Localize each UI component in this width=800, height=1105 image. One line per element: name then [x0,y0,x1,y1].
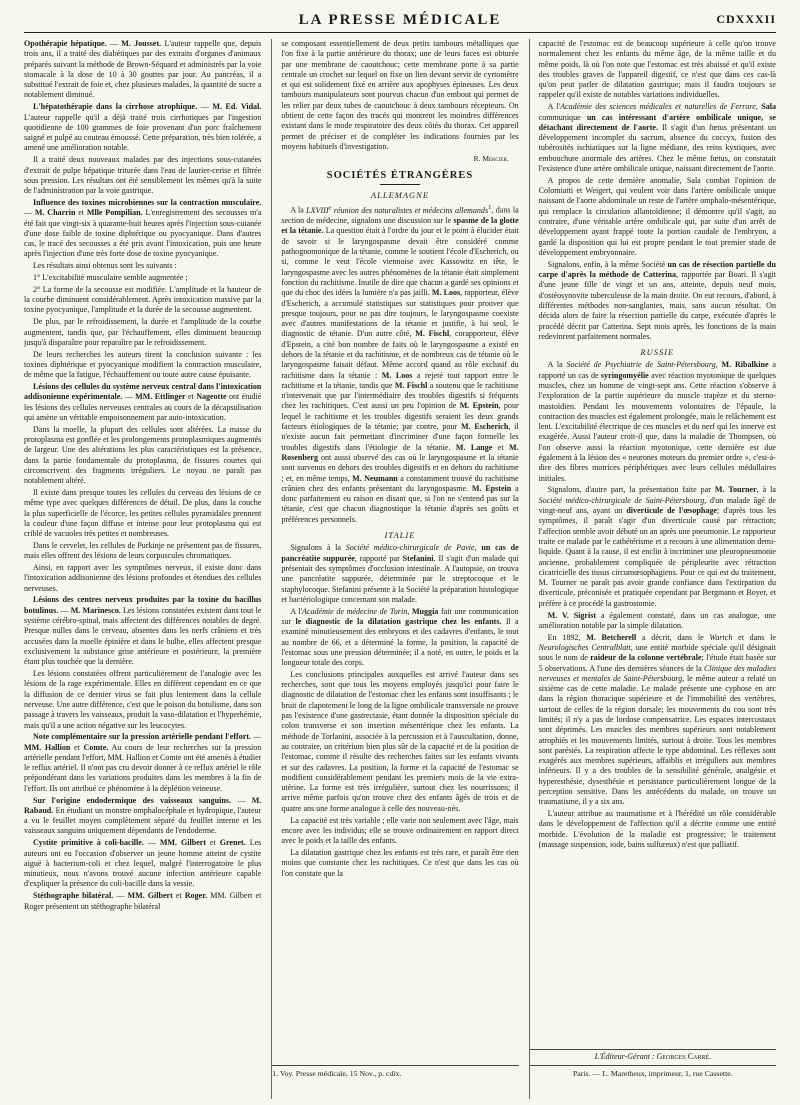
paragraph: A propos de cette dernière anomalie, Sala combat l'opinion de Colomiatti et Weigert, qui veulent voir dans l'artère ombilicale unique naissant de l'aorte abdominale un reste de l'artère omphalo-mésentérique, qui remplace la circulation allantoïdienne; il démontre qu'il s'agit, au contraire, d'une véritable artère ombilicale qui, par suite d'un arrêt de développement ayant frappé toute la portion caudale de l'embryon, a gardé la disposition qui lui est propre pendant le tout premier stade de développement embryonnaire. [538,175,776,257]
paragraph: Lésions des cellules du système nerveux central dans l'intoxication addisonienne expérimentale. — MM. Ettlinger et Nageotte ont étudié les lésions des cellules nerveuses centrales au cours de la décapsulisation qui amène un véritable empoisonnement par auto-intoxication. [24,382,262,422]
paragraph: Signalons à la Société médico-chirurgicale de Pavie, un cas de pancréatite suppurée, rapporté par Stefanini. Il s'agit d'un malade qui présentait des symptômes d'occlusion intestinale. A l'autopsie, on trouva une pancréatite suppurée, déterminée par le streptocoque et le staphylocoque. Stefanini présente à la Société la préparation histologique et bactériologique concernant son malade. [281,543,519,604]
column-right [529,39,776,1099]
paragraph: A l'Académie des sciences médicales et naturelles de Ferrare, Sala communique un cas intéressant d'artère ombilicale unique, se détachant directement de l'aorte. Il s'agit d'un fœtus présentant un développement incomplet du sacrum, absence du coccyx, fusion des tubérosités ischiatiques sur la ligne médiane, des reins kystiques, avec embouchure anormale des artères. Chez le même fœtus, on constatait l'existence d'une artère ombilicale unique, naissant directement de l'aorte. [538,102,776,174]
paragraph: L'hépatothérapie dans la cirrhose atrophique. — M. Ed. Vidal. L'auteur rappelle qu'il a déjà traité trois cirrhotiques par l'ingestion quotidienne de 100 grammes de foie provenant d'un porc fraîchement saigné et pulpé au couteau émoussé. Cette préparation, très bien tolérée, a amené une amélioration notable. [24,102,262,153]
paragraph: A la Société de Psychiatrie de Saint-Pétersbourg, M. Ribalkine a rapporté un cas de syringomyélie avec réaction myotonique de quelques muscles, chez un homme de vingt-sept ans. Cette réaction s'observe à l'exploration de la partie supérieure du muscle trapèze et du sterno-mastoïdien. Pendant les mouvements volontaires de l'épaule, la contraction des muscles est également prolongée, mais le relâchement est lent. L'excitabilité électrique de ces muscles et du nerf qui les innerve est exagérée. Aussi l'auteur croit-il que, dans la maladie de Thompsen, où l'on observe aussi la réaction myotonique, cette dernière est due également à la lésion des « neurones moteurs du premier ordre », c'est-à-dire des fibres motrices périphériques avec leurs cellules médullaires initiales. [538,360,776,483]
paragraph: La dilatation gastrique chez les enfants est très rare, et paraît être rien moins que constante chez les rachitiques. Ce n'est que dans les cas où l'on constate que la [281,847,519,878]
paragraph: Stéthographe bilatéral. — MM. Gilbert et Roger. MM. Gilbert et Roger présentent un stéthographe bilatéral [24,891,262,911]
country-heading: ITALIE [384,530,416,541]
paragraph: Dans le cervelet, les cellules de Purkinje ne présentent pas de fissures, mais elles offrent des lésions de leurs corpuscules chromatiques. [24,540,262,561]
paragraph: De leurs recherches les auteurs tirent la conclusion suivante : les toxines diphtérique et pyocyanique modifient la contraction musculaire, de même que la fatigue, l'échauffement ou toute autre cause épuisante. [24,349,262,380]
column-middle [271,39,518,1099]
paragraph: Sur l'origine endodermique des vaisseaux sanguins. — M. Rabaud. En étudiant un monstre omphalocéphale et hydropique, l'auteur a vu le feuillet moyen complètement séparé du feuillet interne et les vaisseaux sanguins uniquement dépendants de l'endoderme. [24,795,262,836]
paragraph: En 1892, M. Betcherell a décrit, dans le Wartch et dans le Neurologisches Centralblatt, une entité morbide spéciale qu'il désignait sous le nom de raideur de la colonne vertébrale; l'étude était basée sur 5 observations. A l'une des dernières séances de la Clinique des maladies nerveuses et mentales de Saint-Pétersbourg, le même auteur a relaté un sixième cas de cette maladie. Le malade présente une cyphose en arc dans la région thoracique supérieure et de l'immobilité des vertèbres, surtout de celles de la région dorsale; les mouvements du cou sont très limités; il n'y a pas de lordose compensatrice. Les espaces intercostaux sont déprimés. Les muscles des membres supérieurs sont notablement atrophiés et les mouvements limités, surtout à droite. Tous les membres sont parésiés. La respiration affecte le type abdominal. Les réflexes sont exagérés aux membres supérieurs, affaiblis et irréguliers aux membres inférieurs. Il y a des troubles de la sensibilité générale, analgésie et hyperesthésie, dysesthésie et persistance particulièrement longue de la perception sensitive. Dans les antécédents du malade, on trouve un traumatisme, il y a six ans. [538,632,776,807]
editor-line [530,1049,776,1065]
paragraph: Signalons, d'autre part, la présentation faite par M. Tourner, à la Société médico-chirurgicale de Saint-Pétersbourg, d'un malade âgé de vingt-neuf ans, ayant un diverticule de l'œsophage; d'après tous les symptômes, il paraît s'agir d'un diverticule causé par rétraction; l'affection semble avoir débuté un an après une pneumonie. Le rapporteur traite ce malade par le cathétérisme et a recours à une alimentation demi-liquide. Quant à la cause, il est enclin à incriminer une pleuropneumonie ancienne, probablement compliquée de péripleurite avec rétraction cicatricielle des tissus circumœsophagiens. Pour ce qui est du traitement, M. Tourner ne paraît pas avoir grande confiance dans l'extirpation du diverticule, préconisée et pratiquée cependant par Bergmann et Boyer, et préfère à ce procédé la gastrostomie. [538,485,776,608]
paragraph: Opothérapie hépatique. — M. Jousset. L'auteur rappelle que, depuis trois ans, il a traité des diabétiques par des extraits d'organes d'animaux préparés suivant la méthode de Brown-Séquard et administrés par la voie stomacale à la dose de 10 à 30 gouttes par jour. Au pancréas, il a substitué l'extrait de foie et, chez plusieurs malades, la quantité de sucre a notablement diminué. [24,39,262,100]
paragraph: 2° La forme de la secousse est modifiée. L'amplitude et la hauteur de la courbe diminuent considérablement. Après intoxication massive par la toxine pyocyanique, l'amplitude et la durée de la secousse augmentent. [24,284,262,315]
paragraph: L'auteur attribue au traumatisme et à l'hérédité un rôle considérable dans le développement de l'affection qu'il a décrite comme une entité morbide. L'évolution de la maladie est progressive; le traitement (massage suspension, iode, bains sulfureux) n'est que palliatif. [538,809,776,850]
section-title: SOCIÉTÉS ÉTRANGÈRES [281,171,518,185]
colophon [530,1049,776,1079]
paragraph: Il a traité deux nouveaux malades par des injections sous-cutanées d'extrait de pulpe hépatique triturée dans l'eau de laurier-cerise et filtrée sous pression. Les résultats ont été sensiblement les mêmes qu'à la suite de l'administration par la voie gastrique. [24,155,262,196]
paragraph: Les conclusions principales auxquelles est arrivé l'auteur dans ses recherches, sont que tous les moyens employés jusqu'ici pour faire le diagnostic de dilatation de l'estomac chez les enfants sont insuffisants ; le bruit de clapotement le long de la ligne ombilicale transversale ne prouve pas l'existence d'une gastrectasie, étant donnée la disposition spéciale du colon transverse et son insertion mésentérique chez les enfants. La méthode de Torlanini, associée à la percussion et à l'auscultation, donne, au contraire, un critérium bien plus sûr de la capacité et de la position de l'estomac, comme il résulte des recherches faites sur les enfants vivants et sur des cadavres. La position, la forme et la capacité de l'estomac se modifient considérablement pendant les premiers mois de la vie extra-utérine. La forme est très irrégulière, surtout chez les nourrissons; il arrive même parfois qu'on trouve chez des enfants âgés de trois et de quatre ans une forme analogue à celle des nouveau-nés. [281,669,519,813]
paragraph: A la LXVIIIe réunion des naturalistes et médecins allemands$^1$, dans la section de médecine, signalons une discussion sur le spasme de la glotte et la tétanie. La question était à l'ordre du jour et le point à élucider était de savoir si le laryngospasme devait être considéré comme pathognomonique de la tétanie, comme le soutient l'école d'Escherich, ou si, comme le veut l'école viennoise avec Kassowitz en tête, le laryngospasme avec les autres phénomènes de la tétanie était simplement fonction du rachitisme. Inutile de dire que chacun a gardé ses opinions et que du choc des idées la lumière n'a pas jailli. M. Loos, rapporteur, élève d'Escherich, a accumulé statistiques sur statistiques pour prouver que presque toujours, pour ne pas dire toujours, le laryngospasme coexiste avec d'autres manifestations de la tétanie et justifie, à lui seul, le diagnostic de tétanie. D'un autre côté, M. Fischl, corapporteur, élève d'Epstein, a cité bon nombre de faits où le laryngospasme a existé en dehors de la tétanie et du rachitisme, et de nombreux cas de tétanie où le laryngospasme faisait défaut. Même accord quand au rôle exclusif du rachitisme dans la tétanie : M. Loos a rejeté tout rapport entre le rachitisme et la tétanie, tandis que M. Fischl a soutenu que le rachitisme n'intervenait que par l'intermédiaire des troubles digestifs si fréquents chez les rachitiques. C'est aussi un peu l'opinion de M. Epstein, pour lequel le rachitisme et les troubles digestifs seraient les deux grands facteurs étiologiques de la tétanie; par contre, pour M. Escherich, il n'existe aucun fait permettant d'incriminer d'une façon formelle les troubles digestifs dans l'étiologie de la tétanie. M. Lange et M. Rosenberg ont aussi observé des cas où le laryngospasme et la tétanie sont survenus en dehors des troubles digestifs et en dehors du rachitisme ; et, en même temps, M. Neumann a constamment trouvé du rachitisme crânien chez des enfants présentant du laryngospasme. M. Epstein a donc parfaitement eu raison en disant que, si l'on ne s'entend pas sur la tétanie, c'est que chacun diagnostique la tétanie d'après ses goûts et préférences personnels. [281,204,519,524]
country-heading: RUSSIE [640,347,675,358]
footnote: 1. Voy. Presse médicale, 15 Nov., p. cdix. [272,1065,518,1079]
paragraph: Dans la moelle, la plupart des cellules sont altérées. La masse du protoplasma est gonflée et les prolongements protoplasmiques augmentés de largeur. Une des altérations les plus caractéristiques est la présence, dans la partie fondamentale du protoplasma, de fissures courtes qui circonscrivent des fragments irréguliers. Le noyau ne paraît pas notablement altéré. [24,424,262,486]
paragraph: De plus, par le refroidissement, la durée et l'amplitude de la courbe augmentent, tandis que, par l'échauffement, elles diminuent beaucoup jusqu'à disparaître pour reparaître par le refroidissement. [24,317,262,347]
author-signature: R. Mercier. [473,154,509,164]
paragraph: Les résultats ainsi obtenus sont les suivants : [33,261,177,271]
paragraph: Note complémentaire sur la pression artérielle pendant l'effort. — MM. Hallion et Comte. Au cours de leur recherches sur la pression artérielle pendant l'effort, MM. Hallion et Comte ont été amenés à étudier le reflux artériel. Il n'ont pas cru devoir donner à ce reflux artériel le rôle prépondérant dans les variations produites dans les membres à la fin de l'effort. Ils ont attribué ce phénomène à la déplétion veineuse. [24,732,262,793]
paragraph: capacité de l'estomac est de beaucoup supérieure à celle qu'on trouve normalement chez les enfants du même âge, de la même taille et du même poids, là où l'on note que l'estomac est très abaissé et qu'il existe des troubles graves de l'appareil digestif, ce n'est que dans ces cas-là qu'on peut parler de dilatation gastrique; mais il faudra toujours se rappeler qu'il existe de notables variations individuelles. [538,39,776,100]
editor-name: Georges Carré. [656,1052,712,1062]
columns [24,39,776,1099]
journal-title: LA PRESSE MÉDICALE [298,12,502,28]
paragraph: Ainsi, en rapport avec les symptômes nerveux, il existe donc dans l'intoxication addisonienne des lésions profondes et étendues des cellules nerveuses. [24,563,262,593]
paragraph: Signalons, enfin, à la même Société un cas de résection partielle du carpe d'après la méthode de Catterina, rapportée par Boari. Il s'agit d'une jeune fille de vingt et un ans, atteinte, depuis neuf mois, d'ostéosynovite tuberculeuse de la main droite. On eut recours, d'abord, à différentes méthodes non-sanglantes, mais, sans aucun résultat. On décida alors de faire la résection partielle du carpe, exécutée d'après le procédé décrit par Catterina. Sept mois après, les fonctions de la main redevinrent parfaitement normales. [538,259,776,341]
page-number: CDXXXII [716,12,776,26]
paragraph: La capacité est très variable ; elle varie non seulement avec l'âge, mais encore avec les individus; elle se trouve ordinairement en rapport direct avec le poids et la taille des enfants. [281,815,519,846]
country-heading: ALLEMAGNE [370,189,430,200]
paragraph: Influence des toxines microbiennes sur la contraction musculaire. — M. Charrin et Mlle Pompilian. L'enregistrement des secousses m'a été fait que vingt-six à quarante-huit heures après l'injection sous-cutanée d'une dose faible de toxine diphtérique ou pyocyanique. Dans d'autres cas, le tracé des secousses a été pris avant l'intoxication, puis une heure après l'injection d'une très forte dose de toxine pyocyanique. [24,197,262,259]
paragraph: Les lésions constatées offrent particulièrement de l'analogie avec les lésions de la rage expérimentale. Elles en diffèrent cependant en ce que la diffusion de ce dernier virus se fait plus lentement dans la cellule nerveuse. Une autre différence, c'est que le poison du botulisme, dans son passage à travers les vaisseaux, produit la vaso-dilatation et l'hyperhémie, mais qu'il a une action négative sur les leucocytes. [24,669,262,730]
paragraph: 1° L'excitabilité musculaire semble augmentée ; [33,273,188,283]
paragraph: Cystite primitive à coli-bacille. — MM. Gilbert et Grenet. Les auteurs ont eu l'occasion d'observer un jeune homme atteint de cystite aiguë à bacterium-coli et chez lequel, malgré l'interrogatoire le plus minutieux, nous n'avons trouvé aucune infection antérieure capable d'expliquer la présence du coli-bacille dans la vessie. [24,838,262,889]
column-left [24,39,261,1099]
printer-imprint: Paris. — L. Maretheux, imprimeur, 1, rue Cassette. [572,1068,733,1078]
paragraph: A l'Académie de médecine de Turin, Muggia fait une communication sur le diagnostic de la dilatation gastrique chez les enfants. Il a examiné minutieusement des embryons et des cadavres d'enfants, le tout au nombre de 66, et a déterminé la forme, la position, la capacité de l'estomac sous une pression déterminée; il a noté, en outre, le poids et la longueur totale des corps. [281,606,519,668]
editor-label: L'Éditeur-Gérant : [594,1052,657,1062]
paragraph: Lésions des centres nerveux produites par la toxine du bacillus botulinus. — M. Marinesco. Les lésions constatées existent dans tout le système cérébro-spinal, mais affectent des différences notables de degré. Presque nulles dans le cerveau, absentes dans les nerfs crâniens et très accusées dans la moelle épinière et dans le bulbe, elles affectent presque exclusivement la substance grise antérieure et postérieure, la première étant plus touchée que la dernière. [24,595,262,667]
paragraph: Il existe dans presque toutes les cellules du cerveau des lésions de ce même type avec quelques différences de détail. De plus, dans la couche la plus superficielle de l'écorce, les petites cellules pyramidales prennent la couleur d'une façon diffuse et intense pour leur protoplasma qui est criblé de vacuoles très petites et nombreuses. [24,487,262,539]
paragraph: se composant essentiellement de deux petits tambours métalliques que l'on fixe à la partie antérieure du thorax; une de leurs faces est obturée par une membrane de caoutchouc; cette membrane porte à sa partie centrale un crochet sur lequel on fixe un lien devant servir de cyrtomètre et qui est solidement fixé en arrière aux apophyses épineuses. Les deux tambours manipulateurs sont pourvus chacun d'un embout qui permet de les relier par deux tubes de caoutchouc à deux tambours récepteurs. On obtient de cette façon des tracés qui montrent les moindres différences existant dans le mode respiratoire des deux côtés du thorax. Cet appareil permet de préciser et de compléter les indications fournies par les moyens habituels d'investigation. [281,39,519,151]
paragraph: M. V. Sigrist a également constaté, dans un cas analogue, une amélioration notable par la simple dilatation. [538,610,776,630]
page-header [24,8,776,33]
